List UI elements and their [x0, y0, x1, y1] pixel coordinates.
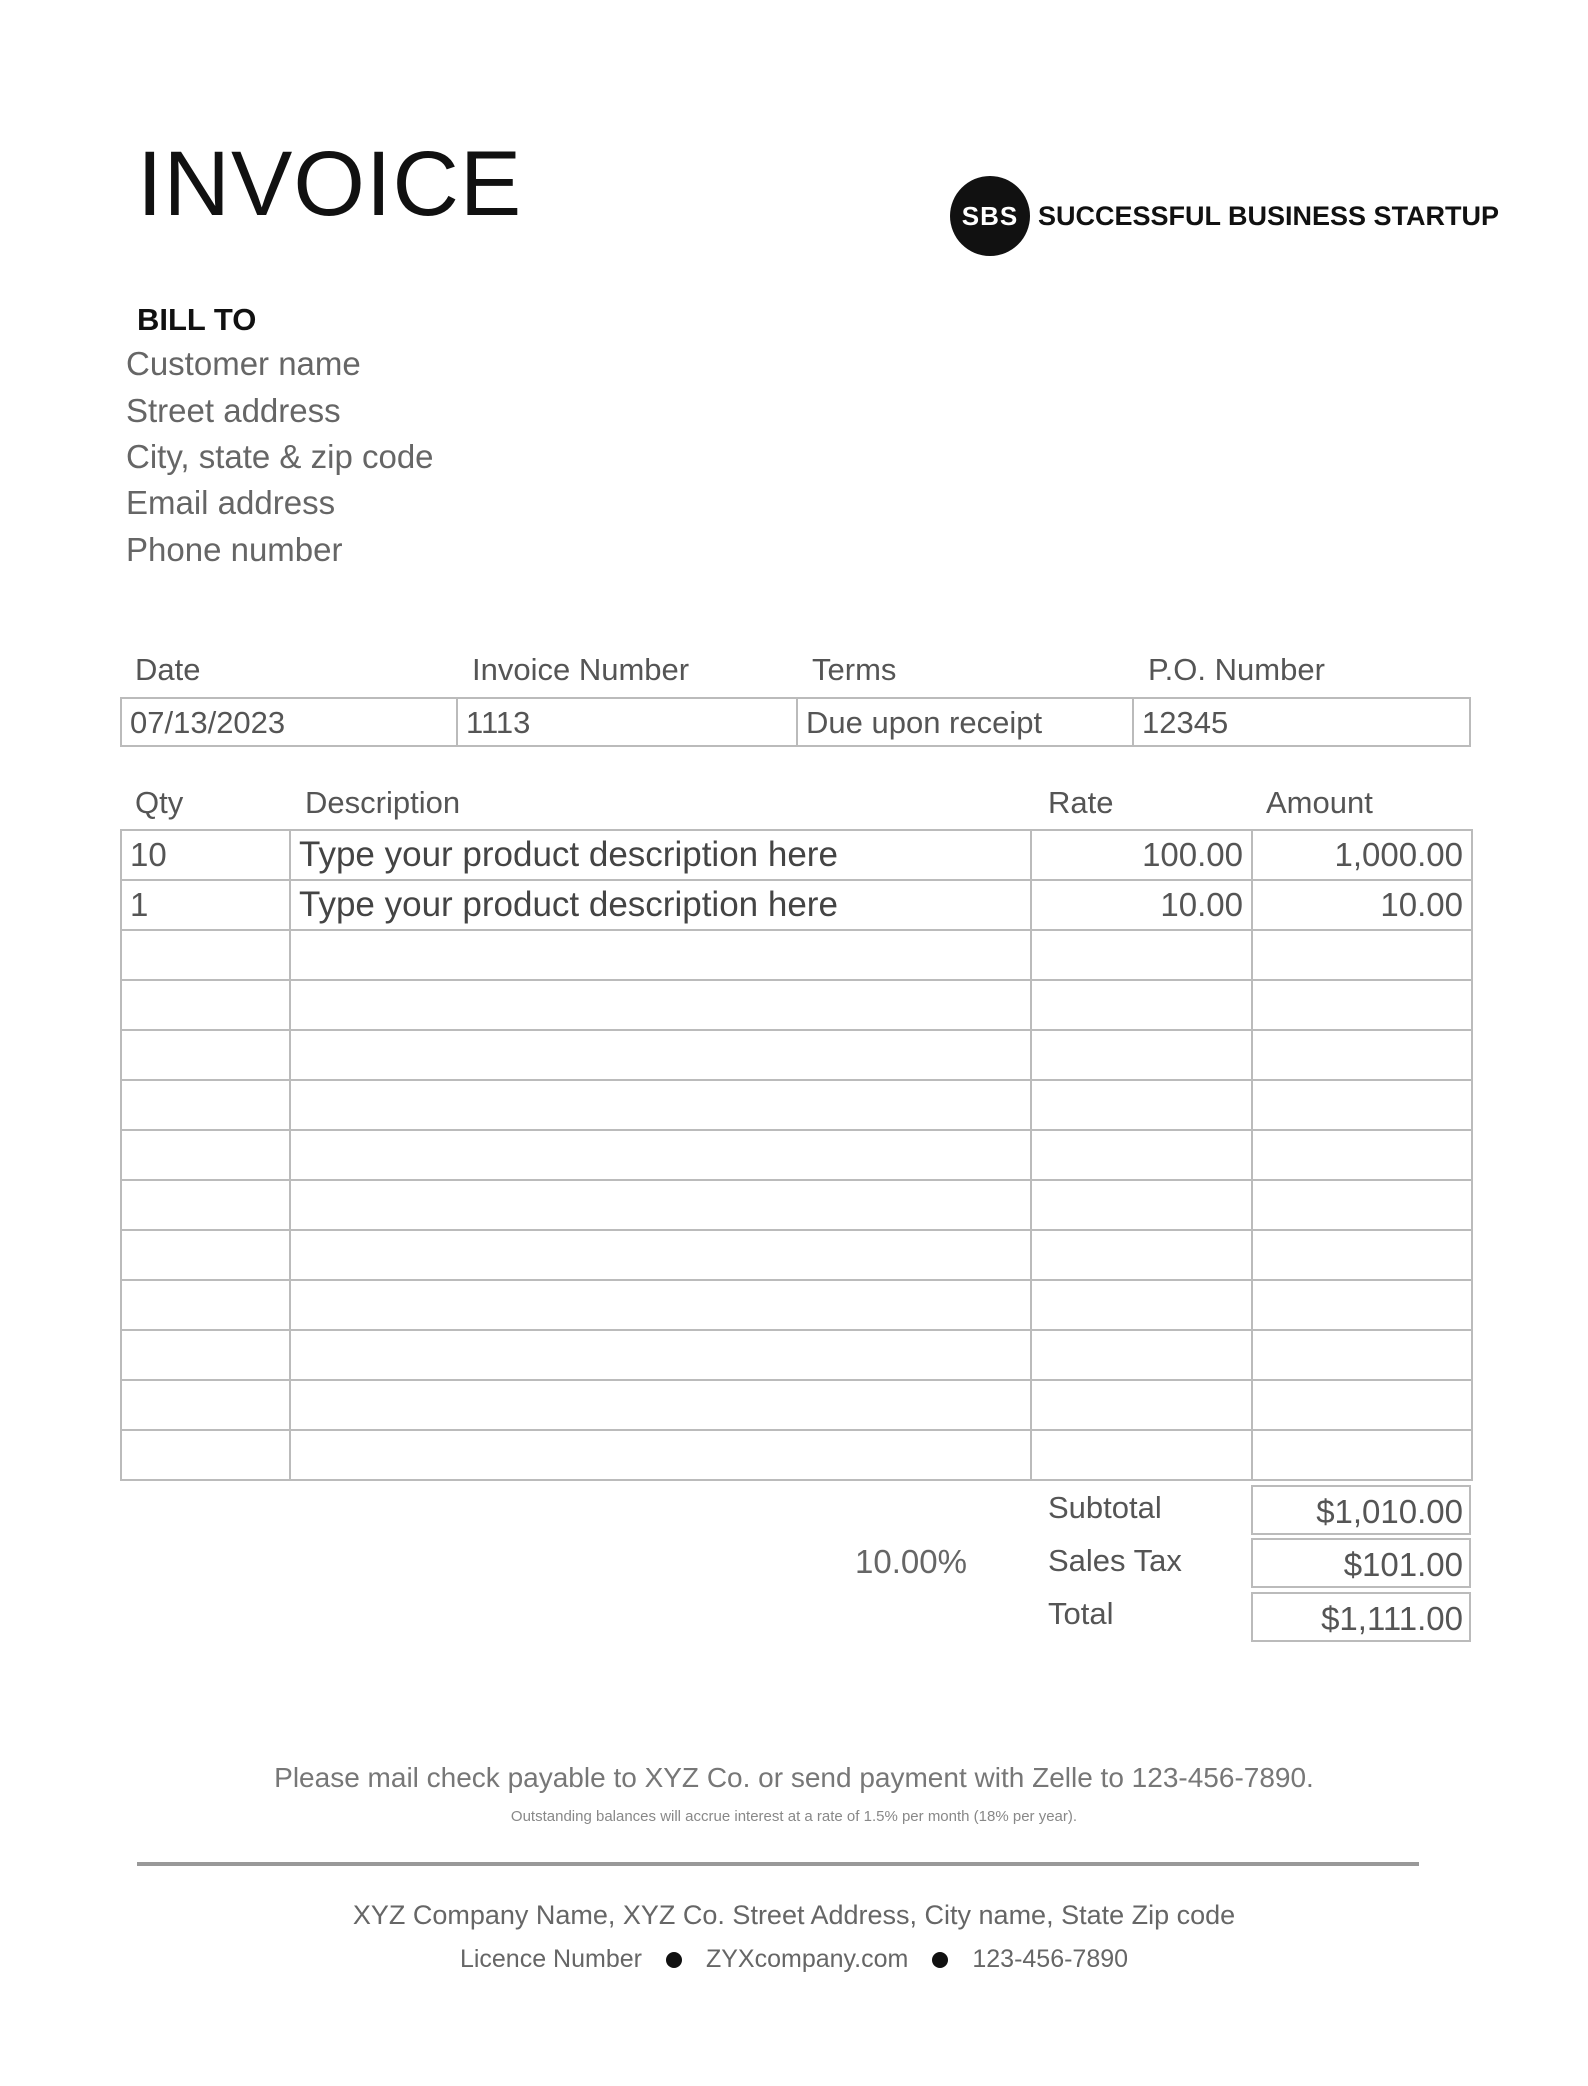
rate-cell[interactable] [1031, 1230, 1252, 1280]
invoice-number-label: Invoice Number [472, 652, 690, 687]
rate-cell[interactable] [1031, 1330, 1252, 1380]
logo-badge: SBS [950, 176, 1030, 256]
invoice-title: INVOICE [137, 133, 523, 235]
po-number-field[interactable]: 12345 [1142, 705, 1229, 740]
table-row-empty [121, 1230, 1472, 1280]
qty-cell[interactable] [121, 1230, 290, 1280]
qty-cell[interactable] [121, 1330, 290, 1380]
phone-number[interactable]: Phone number [126, 531, 343, 568]
qty-cell[interactable] [121, 1380, 290, 1430]
description-cell[interactable] [290, 1330, 1031, 1380]
qty-cell[interactable] [121, 1180, 290, 1230]
qty-cell[interactable]: 10 [121, 830, 290, 880]
description-cell[interactable] [290, 1080, 1031, 1130]
logo-name: SUCCESSFUL BUSINESS STARTUP [1038, 200, 1500, 231]
amount-cell [1252, 980, 1472, 1030]
total-label: Total [1048, 1596, 1114, 1631]
city-state-zip[interactable]: City, state & zip code [126, 438, 434, 475]
rate-cell[interactable] [1031, 1080, 1252, 1130]
description-cell[interactable] [290, 1180, 1031, 1230]
email-address[interactable]: Email address [126, 484, 336, 521]
invoice-meta-row [120, 697, 1471, 747]
tax-rate[interactable]: 10.00% [855, 1543, 967, 1580]
line-items-table [120, 829, 1473, 1481]
qty-cell[interactable]: 1 [121, 880, 290, 930]
street-address[interactable]: Street address [126, 392, 341, 429]
rate-cell[interactable]: 100.00 [1031, 830, 1252, 880]
subtotal-value: $1,010.00 [1251, 1485, 1471, 1535]
qty-cell[interactable] [121, 1430, 290, 1480]
table-row-empty [121, 1430, 1472, 1480]
description-cell[interactable] [290, 1030, 1031, 1080]
amount-cell [1252, 930, 1472, 980]
amount-cell [1252, 1180, 1472, 1230]
invoice-number-field[interactable]: 1113 [458, 699, 798, 745]
qty-cell[interactable] [121, 1130, 290, 1180]
rate-cell[interactable] [1031, 930, 1252, 980]
company-contact-line [0, 1945, 1588, 1974]
description-cell[interactable] [290, 1430, 1031, 1480]
amount-cell [1252, 1130, 1472, 1180]
amount-cell [1252, 1080, 1472, 1130]
company-logo [950, 176, 1499, 256]
qty-header: Qty [135, 785, 184, 820]
interest-notice: Outstanding balances will accrue interest at a rate of 1.5% per month (18% per year). [510, 1808, 1078, 1825]
table-row-empty [121, 1080, 1472, 1130]
company-phone: 123-456-7890 [972, 1945, 1129, 1973]
amount-cell: 10.00 [1252, 880, 1472, 930]
table-row [121, 880, 1472, 930]
rate-cell[interactable] [1031, 1030, 1252, 1080]
qty-cell[interactable] [121, 1080, 290, 1130]
qty-cell[interactable] [121, 930, 290, 980]
description-cell[interactable] [290, 980, 1031, 1030]
description-cell[interactable] [290, 1280, 1031, 1330]
rate-cell[interactable] [1031, 1180, 1252, 1230]
company-address: XYZ Company Name, XYZ Co. Street Address, City name, State Zip code [352, 1900, 1236, 1930]
sales-tax-label: Sales Tax [1048, 1543, 1182, 1578]
amount-header: Amount [1266, 785, 1373, 820]
sales-tax-value: $101.00 [1251, 1538, 1471, 1588]
qty-cell[interactable] [121, 1280, 290, 1330]
qty-cell[interactable] [121, 1030, 290, 1080]
description-cell[interactable] [290, 1380, 1031, 1430]
table-row-empty [121, 1380, 1472, 1430]
table-row [121, 830, 1472, 880]
rate-cell[interactable] [1031, 1130, 1252, 1180]
company-website[interactable]: ZYXcompany.com [705, 1945, 909, 1973]
rate-cell[interactable] [1031, 1430, 1252, 1480]
description-cell[interactable]: Type your product description here [290, 830, 1031, 880]
po-number-label: P.O. Number [1148, 652, 1325, 687]
payment-instructions: Please mail check payable to XYZ Co. or send payment with Zelle to 123-456-7890. [274, 1762, 1314, 1793]
rate-cell[interactable]: 10.00 [1031, 880, 1252, 930]
description-cell[interactable] [290, 930, 1031, 980]
table-row-empty [121, 1130, 1472, 1180]
description-cell[interactable] [290, 1130, 1031, 1180]
terms-field[interactable]: Due upon receipt [798, 699, 1134, 745]
bullet-icon [932, 1952, 948, 1968]
rate-cell[interactable] [1031, 1280, 1252, 1330]
amount-cell [1252, 1030, 1472, 1080]
subtotal-label: Subtotal [1048, 1490, 1162, 1525]
total-value: $1,111.00 [1251, 1592, 1471, 1642]
terms-label: Terms [812, 652, 897, 687]
license-number: Licence Number [459, 1945, 642, 1973]
table-row-empty [121, 1330, 1472, 1380]
table-row-empty [121, 1180, 1472, 1230]
rate-cell[interactable] [1031, 1380, 1252, 1430]
description-header: Description [305, 785, 461, 820]
bullet-icon [666, 1952, 682, 1968]
amount-cell [1252, 1280, 1472, 1330]
table-row-empty [121, 1030, 1472, 1080]
description-cell[interactable]: Type your product description here [290, 880, 1031, 930]
customer-name[interactable]: Customer name [126, 345, 361, 382]
amount-cell: 1,000.00 [1252, 830, 1472, 880]
table-row-empty [121, 930, 1472, 980]
rate-cell[interactable] [1031, 980, 1252, 1030]
description-cell[interactable] [290, 1230, 1031, 1280]
amount-cell [1252, 1330, 1472, 1380]
date-label: Date [135, 652, 201, 687]
amount-cell [1252, 1430, 1472, 1480]
footer-divider [137, 1862, 1419, 1866]
date-field[interactable]: 07/13/2023 [122, 699, 458, 745]
amount-cell [1252, 1380, 1472, 1430]
table-row-empty [121, 980, 1472, 1030]
amount-cell [1252, 1230, 1472, 1280]
bill-to-label: BILL TO [137, 302, 257, 337]
table-row-empty [121, 1280, 1472, 1330]
qty-cell[interactable] [121, 980, 290, 1030]
rate-header: Rate [1048, 785, 1114, 820]
